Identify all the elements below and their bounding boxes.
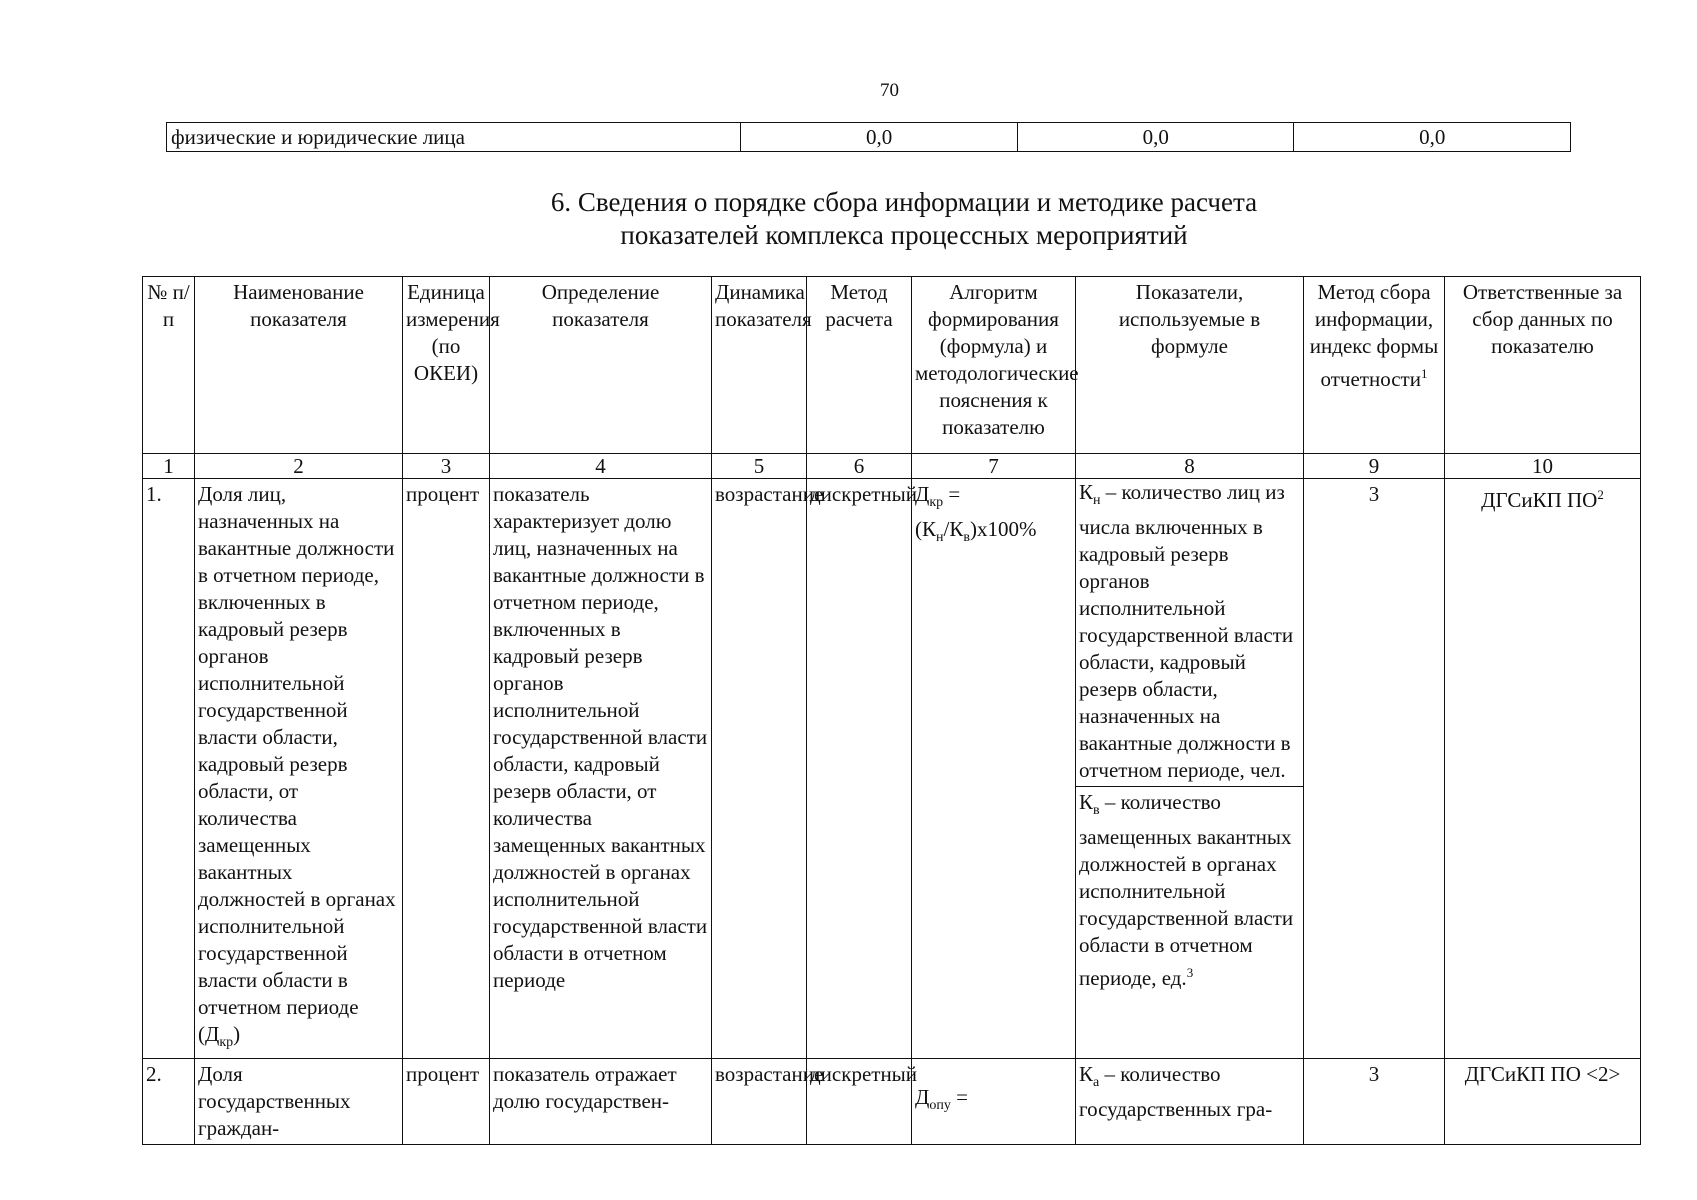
formula-subscript: кр (929, 495, 944, 511)
formula (912, 1059, 1076, 1145)
formula-subscript: в (963, 530, 970, 546)
formula (912, 479, 1076, 1059)
variable-subscript: н (1093, 493, 1101, 509)
formula-variables (1076, 479, 1304, 1059)
definition: показатель характеризует долю лиц, назначенных на вакантные должности в отчетном периоде, включенных в кадровый резерв органов исполнительной государственной власти области, кадровый резерв области, от количества замещенных вакантных должностей в органах исполнительной государственной власти области в отчетном периоде (490, 479, 712, 1059)
section-title-line1: 6. Сведения о порядке сбора информации и методике расчета (550, 187, 1258, 217)
variable-subscript: а (1093, 1075, 1100, 1091)
value-cell: 0,0 (1294, 123, 1571, 152)
header-row (143, 277, 1641, 454)
formula-part: /К (943, 517, 964, 542)
column-number-row (143, 454, 1641, 479)
formula-equals: = (943, 482, 961, 506)
column-number: 8 (1076, 454, 1304, 479)
responsible-text: ДГСиКП ПО (1481, 488, 1598, 512)
variable-subscript: в (1093, 803, 1100, 819)
column-number: 4 (490, 454, 712, 479)
collection-method: 3 (1304, 479, 1445, 1059)
column-header-collection-text: Метод сбора информации, индекс формы отчетности (1309, 280, 1439, 391)
formula-subscript: опу (929, 1098, 951, 1114)
column-header-method: Метод расчета (807, 277, 912, 454)
variable-text: – количество лиц из числа включенных в кадровый резерв органов исполнительной государственной власти области, кадровый резерв области, назначенных на вакантные должности в отчетном периоде, чел. (1079, 480, 1294, 783)
unit: процент (403, 1059, 490, 1145)
column-header-name: Наименование показателя (195, 277, 403, 454)
section-title (0, 186, 1697, 252)
column-header-formula: Алгоритм формирования (формула) и методологические пояснения к показателю (912, 277, 1076, 454)
column-header-unit: Единица измерения (по ОКЕИ) (403, 277, 490, 454)
column-header-definition: Определение показателя (490, 277, 712, 454)
value-cell: 0,0 (741, 123, 1018, 152)
variable-description (1076, 479, 1303, 787)
formula-equals: = (950, 1085, 968, 1110)
section-title-line2: показателей комплекса процессных мероприятий (620, 220, 1188, 250)
column-number: 1 (143, 454, 195, 479)
row-number: 1. (143, 479, 195, 1059)
formula-symbol: Д (915, 1085, 930, 1110)
column-number: 3 (403, 454, 490, 479)
row-label: физические и юридические лица (167, 123, 741, 152)
formula-variables (1076, 1059, 1304, 1145)
variable-symbol: К (1079, 1062, 1094, 1087)
footnote-mark: 3 (1186, 965, 1194, 981)
calc-method: дискретный (807, 1059, 912, 1145)
column-number: 7 (912, 454, 1076, 479)
variable-symbol: К (1079, 790, 1094, 815)
value-cell: 0,0 (1017, 123, 1294, 152)
formula-part: )x100% (969, 517, 1037, 542)
formula-subscript: н (936, 530, 944, 546)
row-number: 2. (143, 1059, 195, 1145)
footnote-mark: 2 (1597, 487, 1604, 502)
definition: показатель отражает долю государствен- (490, 1059, 712, 1145)
responsible (1445, 479, 1641, 1059)
column-header-dynamics: Динамика показателя (712, 277, 807, 454)
column-number: 2 (195, 454, 403, 479)
column-header-variables: Показатели, используемые в формуле (1076, 277, 1304, 454)
collection-method: 3 (1304, 1059, 1445, 1145)
dynamics: возрастание (712, 479, 807, 1059)
unit: процент (403, 479, 490, 1059)
column-header-number: № п/п (143, 277, 195, 454)
indicator-name: Доля государственных граждан- (195, 1059, 403, 1145)
indicator-name (195, 479, 403, 1059)
column-number: 6 (807, 454, 912, 479)
column-number: 5 (712, 454, 807, 479)
variable-symbol: К (1079, 480, 1094, 504)
footnote-mark: 1 (1420, 366, 1428, 381)
variable-text: – количество государственных гра- (1079, 1062, 1273, 1122)
column-header-collection (1304, 277, 1445, 454)
page-number: 70 (880, 80, 899, 101)
table-row (167, 123, 1571, 152)
table-row (143, 479, 1641, 1059)
responsible: ДГСиКП ПО <2> (1445, 1059, 1641, 1145)
variable-description (1079, 787, 1300, 992)
indicator-methodology-table (142, 276, 1641, 1145)
dynamics: возрастание (712, 1059, 807, 1145)
column-number: 10 (1445, 454, 1641, 479)
formula-symbol: Д (915, 482, 930, 506)
indicator-name-text: Доля лиц, назначенных на вакантные должности в отчетном периоде, включенных в кадровый резерв органов исполнительной государственной власти области, кадровый резерв области, от количества замещенных вакантных должностей в органах исполнительной государственной власти области в отчетном периоде (Д (198, 482, 396, 1046)
indicator-name-end: ) (233, 1022, 241, 1046)
continuation-table (166, 122, 1571, 152)
table-row (143, 1059, 1641, 1145)
indicator-name-subscript: кр (219, 1035, 234, 1051)
variable-text: – количество замещенных вакантных должностей в органах исполнительной государственной власти области в отчетном периоде, ед. (1079, 790, 1294, 991)
column-number: 9 (1304, 454, 1445, 479)
formula-part: (К (915, 517, 936, 542)
calc-method: дискретный (807, 479, 912, 1059)
column-header-responsible: Ответственные за сбор данных по показателю (1445, 277, 1641, 454)
